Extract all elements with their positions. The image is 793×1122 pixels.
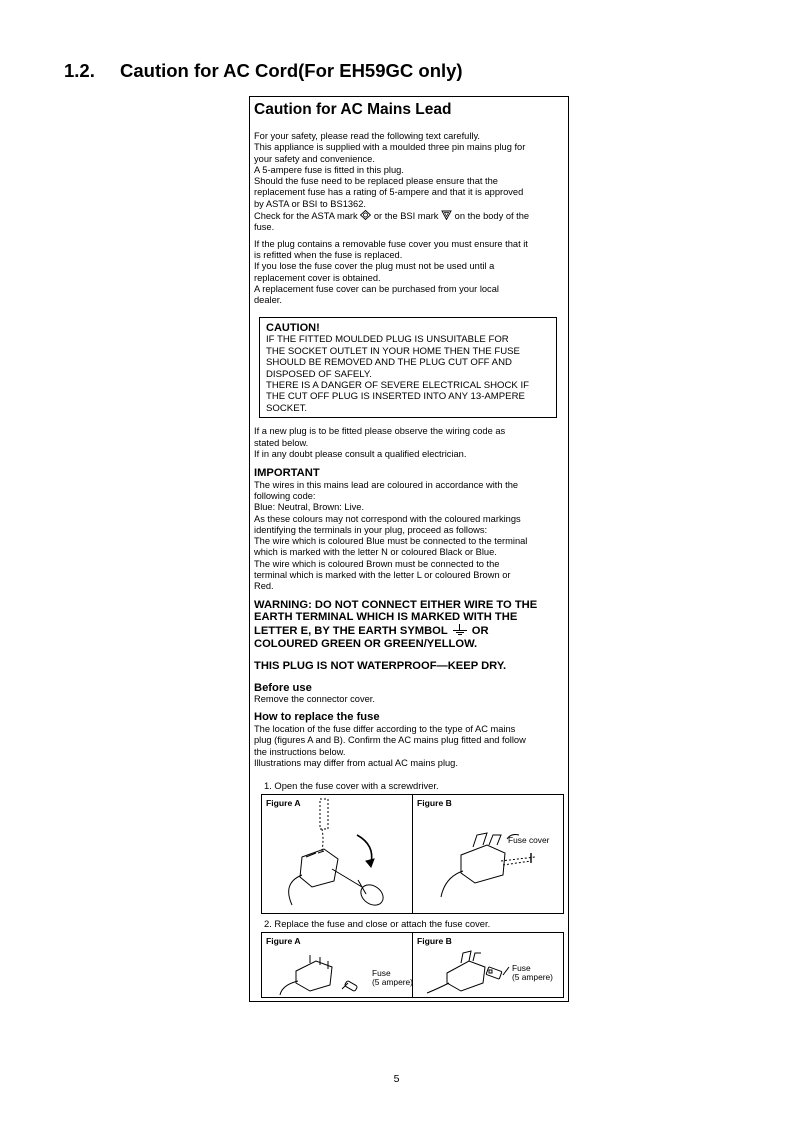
text-line: Red. [254,581,274,592]
plug-fuse-holder-illustration [413,933,567,997]
plug-screwdriver-illustration [262,795,410,913]
check-text-c: on the body of the [454,211,530,222]
intro-paragraph [254,131,562,234]
fuse-cover-paragraph [254,239,562,307]
important-paragraph [254,480,562,593]
text-line: replacement cover is obtained. [254,272,381,283]
plug-fuse-cover-illustration [413,795,567,913]
text-line: If the plug contains a removable fuse cover you must ensure that it [254,238,528,249]
fuse-rating-label: (5 ampere) [372,977,413,988]
warning-line: WARNING: DO NOT CONNECT EITHER WIRE TO THE [254,598,538,611]
figure-a-open [262,795,412,913]
figure-b-replace [412,933,563,997]
text-line: plug (figures A and B). Confirm the AC mains plug fitted and follow [254,735,526,746]
text-line: This appliance is supplied with a moulded three pin mains plug for [254,142,526,153]
before-use-title: Before use [254,681,312,694]
text-line: is refitted when the fuse is replaced. [254,249,403,260]
step-2: 2. Replace the fuse and close or attach the fuse cover. [264,918,491,930]
page-number: 5 [393,1073,400,1085]
text-line: by ASTA or BSI to BS1362. [254,198,366,209]
asta-mark-icon [360,210,371,220]
warning-line: EARTH TERMINAL WHICH IS MARKED WITH THE [254,611,518,624]
text-line: following code: [254,490,316,501]
replace-fuse-paragraph [254,724,562,769]
box-title: Caution for AC Mains Lead [254,101,452,118]
text-line: The wire which is coloured Blue must be connected to the terminal [254,536,528,547]
check-text-b: or the BSI mark [373,211,439,222]
text-line: terminal which is marked with the letter L or coloured Brown or [254,570,511,581]
caution-callout [259,317,557,418]
before-use-text: Remove the connector cover. [254,694,375,705]
text-line: Should the fuse need to be replaced please ensure that the [254,176,498,187]
section-number: 1.2. [64,60,95,81]
figure-b-open [412,795,563,913]
important-title: IMPORTANT [254,467,320,480]
text-line: The wire which is coloured Brown must be connected to the [254,558,500,569]
figure-label: Figure A [266,798,301,809]
caution-line: SOCKET. [266,402,308,414]
text-line: The location of the fuse differ according to the type of AC mains [254,723,516,734]
figure-a-replace [262,933,412,997]
fuse-label: Fuse [512,963,531,974]
warning-line: COLOURED GREEN OR GREEN/YELLOW. [254,638,478,651]
text-line: Blue: Neutral, Brown: Live. [254,502,365,513]
plug-fuse-replace-illustration [262,933,410,997]
check-mark-line [254,210,562,222]
text-line: the instructions below. [254,746,346,757]
caution-box [249,96,569,1002]
figure-label: Figure B [417,798,452,809]
caution-line: IF THE FITTED MOULDED PLUG IS UNSUITABLE FOR [266,334,509,346]
replace-fuse-title: How to replace the fuse [254,711,380,724]
warning-line-earth [254,624,562,638]
warning-text: LETTER E, BY THE EARTH SYMBOL [254,625,448,638]
text-line: If in any doubt please consult a qualified electrician. [254,448,467,459]
text-line: If you lose the fuse cover the plug must not be used until a [254,261,495,272]
caution-title: CAUTION! [266,322,320,335]
caution-line: SHOULD BE REMOVED AND THE PLUG CUT OFF AND [266,357,512,369]
fuse-rating-label: (5 ampere) [512,972,553,983]
caution-line: DISPOSED OF SAFELY. [266,368,372,380]
text-line: For your safety, please read the following text carefully. [254,131,480,141]
figure-label: Figure A [266,936,301,947]
figure-row-1 [261,794,564,914]
check-text-a: Check for the ASTA mark [254,211,358,222]
text-line: stated below. [254,437,309,448]
step-1: 1. Open the fuse cover with a screwdriver. [264,780,439,792]
text-line: replacement fuse has a rating of 5-ampere and that it is approved [254,187,524,198]
text-line: dealer. [254,295,282,306]
waterproof-notice: THIS PLUG IS NOT WATERPROOF—KEEP DRY. [254,659,507,672]
warning-block [254,599,562,651]
fuse-cover-label: Fuse cover [508,835,550,846]
text-line: If a new plug is to be fitted please observe the wiring code as [254,426,506,437]
section-title: Caution for AC Cord(For EH59GC only) [120,60,463,81]
text-line: identifying the terminals in your plug, proceed as follows: [254,524,488,535]
caution-line: THE CUT OFF PLUG IS INSERTED INTO ANY 13-AMPERE [266,391,525,403]
bsi-kitemark-icon [441,210,452,220]
section-heading [64,60,463,82]
text-line: which is marked with the letter N or coloured Black or Blue. [254,547,497,558]
warning-text: OR [471,625,489,638]
figure-label: Figure B [417,936,452,947]
text-line: The wires in this mains lead are coloured in accordance with the [254,479,519,490]
text-line: your safety and convenience. [254,153,375,164]
text-line: As these colours may not correspond with the coloured markings [254,513,521,524]
figure-row-2 [261,932,564,998]
text-line: fuse. [254,222,275,233]
new-plug-paragraph [254,426,562,460]
text-line: Illustrations may differ from actual AC mains plug. [254,757,458,768]
text-line: A replacement fuse cover can be purchased from your local [254,283,499,294]
earth-symbol-icon [453,624,467,635]
caution-line: THE SOCKET OUTLET IN YOUR HOME THEN THE FUSE [266,345,520,357]
caution-line: THERE IS A DANGER OF SEVERE ELECTRICAL SHOCK IF [266,380,529,392]
text-line: A 5-ampere fuse is fitted in this plug. [254,164,404,175]
fuse-label: Fuse [372,968,391,979]
